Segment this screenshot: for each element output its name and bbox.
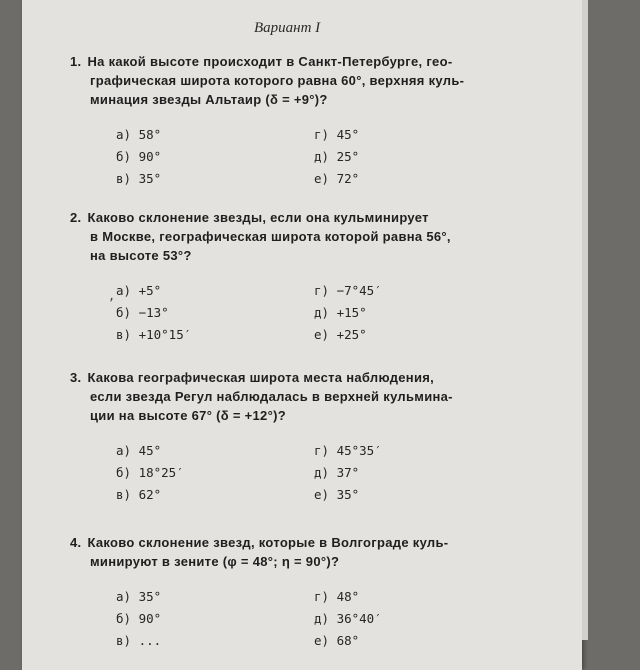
question-text xyxy=(70,52,525,109)
answer-option: в) +10°15′ xyxy=(116,327,192,342)
question-3 xyxy=(70,368,525,515)
answer-option: д) +15° xyxy=(314,305,367,320)
answer-option: в) ... xyxy=(116,633,162,648)
answer-option: г) 45° xyxy=(314,127,360,142)
question-1 xyxy=(70,52,525,199)
question-line: Какова географическая широта места наблюдения, xyxy=(87,370,435,385)
question-text xyxy=(70,368,525,425)
answer-option: а) 35° xyxy=(116,589,162,604)
answer-options xyxy=(70,283,525,355)
answer-option: б) −13° xyxy=(116,305,169,320)
question-line: минация звезды Альтаир (δ = +9°)? xyxy=(90,92,328,107)
pencil-tick-mark: , xyxy=(108,289,116,303)
question-number: 4. xyxy=(70,535,82,550)
question-number: 2. xyxy=(70,210,82,225)
answer-options xyxy=(70,589,525,661)
question-line: На какой высоте происходит в Санкт-Петербурге, гео- xyxy=(87,54,453,69)
page-edge xyxy=(582,0,588,640)
question-line: ции на высоте 67° (δ = +12°)? xyxy=(90,408,286,423)
variant-title: Вариант I xyxy=(254,20,321,36)
question-line: на высоте 53°? xyxy=(90,248,192,263)
answer-option: е) 35° xyxy=(314,487,360,502)
question-line: если звезда Регул наблюдалась в верхней кульмина- xyxy=(90,389,453,404)
answer-options xyxy=(70,443,525,515)
answer-option: г) 45°35′ xyxy=(314,443,382,458)
answer-option: д) 37° xyxy=(314,465,360,480)
answer-option: г) −7°45′ xyxy=(314,283,382,298)
answer-option: е) 68° xyxy=(314,633,360,648)
answer-option: в) 62° xyxy=(116,487,162,502)
answer-option: б) 90° xyxy=(116,611,162,626)
answer-option: е) +25° xyxy=(314,327,367,342)
question-number: 1. xyxy=(70,54,82,69)
answer-option: г) 48° xyxy=(314,589,360,604)
question-text xyxy=(70,533,525,571)
answer-option: б) 18°25′ xyxy=(116,465,184,480)
answer-option: в) 35° xyxy=(116,171,162,186)
question-4 xyxy=(70,533,525,661)
question-number: 3. xyxy=(70,370,82,385)
question-line: Каково склонение звезд, которые в Волгограде куль- xyxy=(87,535,449,550)
question-line: в Москве, географическая широта которой равна 56°, xyxy=(90,229,451,244)
answer-options xyxy=(70,127,525,199)
question-line: Каково склонение звезды, если она кульминирует xyxy=(87,210,429,225)
question-2 xyxy=(70,208,525,355)
answer-option: а) +5° xyxy=(116,283,162,298)
question-line: минируют в зените (φ = 48°; η = 90°)? xyxy=(90,554,340,569)
answer-option: а) 45° xyxy=(116,443,162,458)
question-text xyxy=(70,208,525,265)
answer-option: е) 72° xyxy=(314,171,360,186)
answer-option: д) 36°40′ xyxy=(314,611,382,626)
answer-option: д) 25° xyxy=(314,149,360,164)
answer-option: б) 90° xyxy=(116,149,162,164)
question-line: графическая широта которого равна 60°, верхняя куль- xyxy=(90,73,465,88)
answer-option: а) 58° xyxy=(116,127,162,142)
